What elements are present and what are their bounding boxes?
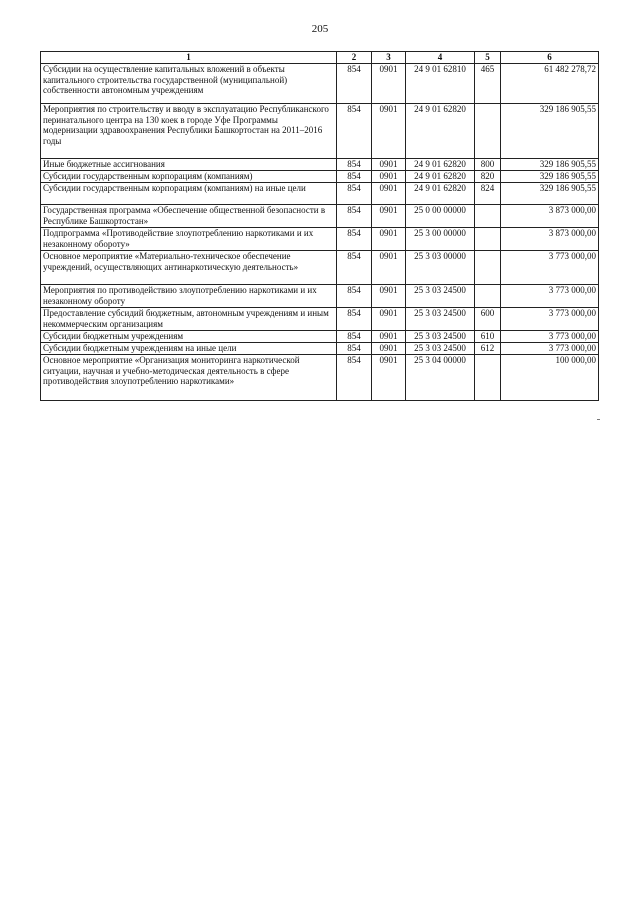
row-col2: 854 [337,228,372,251]
col-header-2: 2 [337,52,372,64]
row-name: Предоставление субсидий бюджетным, автономным учреждениям и иным некоммерческим организациям [41,308,337,331]
row-col2: 854 [337,171,372,183]
table-header-row [41,52,599,64]
row-col6: 3 773 000,00 [501,343,599,355]
table-row [41,343,599,355]
row-col3: 0901 [372,183,406,205]
row-col6: 3 773 000,00 [501,331,599,343]
row-col6: 3 873 000,00 [501,228,599,251]
row-col5: 610 [475,331,501,343]
row-col6: 3 773 000,00 [501,251,599,285]
col-header-4: 4 [406,52,475,64]
budget-table [40,51,599,401]
row-name: Государственная программа «Обеспечение общественной безопасности в Республике Башкортостан» [41,205,337,228]
table-row [41,159,599,171]
row-col2: 854 [337,205,372,228]
row-col3: 0901 [372,205,406,228]
col-header-1: 1 [41,52,337,64]
row-col5 [475,205,501,228]
row-col6: 329 186 905,55 [501,159,599,171]
row-name: Субсидии бюджетным учреждениям на иные цели [41,343,337,355]
row-col5 [475,104,501,159]
row-col5: 600 [475,308,501,331]
table-row [41,183,599,205]
row-col2: 854 [337,355,372,401]
row-col2: 854 [337,104,372,159]
row-col3: 0901 [372,308,406,331]
table-row [41,104,599,159]
row-col6: 329 186 905,55 [501,183,599,205]
row-col6: 3 873 000,00 [501,205,599,228]
table-row [41,285,599,308]
row-col4: 25 3 03 24500 [406,308,475,331]
col-header-3: 3 [372,52,406,64]
table-row [41,355,599,401]
row-col3: 0901 [372,285,406,308]
row-col3: 0901 [372,104,406,159]
row-col2: 854 [337,308,372,331]
row-name: Иные бюджетные ассигнования [41,159,337,171]
row-name: Мероприятия по противодействию злоупотреблению наркотиками и их незаконному обороту [41,285,337,308]
row-col6: 329 186 905,55 [501,104,599,159]
table-row [41,205,599,228]
table-row [41,331,599,343]
row-col4: 24 9 01 62820 [406,183,475,205]
row-name: Основное мероприятие «Организация мониторинга наркотической ситуации, научная и учебно-методическая деятельность в сфере противодействия злоупотреблению наркотиками» [41,355,337,401]
row-col2: 854 [337,64,372,104]
row-col2: 854 [337,159,372,171]
row-name: Субсидии на осуществление капитальных вложений в объекты капитального строительства государственной (муниципальной) собственности автономным учреждениям [41,64,337,104]
row-col3: 0901 [372,64,406,104]
row-col4: 25 3 03 24500 [406,331,475,343]
row-col4: 25 3 03 24500 [406,343,475,355]
row-col3: 0901 [372,171,406,183]
row-col4: 25 3 04 00000 [406,355,475,401]
row-col4: 24 9 01 62810 [406,64,475,104]
row-col3: 0901 [372,355,406,401]
row-col4: 25 3 03 24500 [406,285,475,308]
table-row [41,251,599,285]
row-col4: 24 9 01 62820 [406,104,475,159]
row-col5: 824 [475,183,501,205]
row-col2: 854 [337,285,372,308]
scan-speck [597,419,600,420]
row-col2: 854 [337,183,372,205]
row-col2: 854 [337,331,372,343]
row-name: Основное мероприятие «Материально-техническое обеспечение учреждений, осуществляющих антинаркотическую деятельность» [41,251,337,285]
row-col6: 100 000,00 [501,355,599,401]
page-number: 205 [311,23,329,35]
row-col5 [475,251,501,285]
col-header-5: 5 [475,52,501,64]
row-col3: 0901 [372,228,406,251]
row-col4: 25 3 03 00000 [406,251,475,285]
row-col6: 329 186 905,55 [501,171,599,183]
row-col6: 3 773 000,00 [501,308,599,331]
row-col5: 612 [475,343,501,355]
row-col5 [475,228,501,251]
row-col5 [475,285,501,308]
row-name: Мероприятия по строительству и вводу в эксплуатацию Республиканского перинатального центра на 130 коек в городе Уфе Программы модернизации здравоохранения Республики Башкортостан на 2011–2016 годы [41,104,337,159]
row-col4: 24 9 01 62820 [406,159,475,171]
row-col5 [475,355,501,401]
row-col5: 800 [475,159,501,171]
table-row [41,171,599,183]
table-row [41,308,599,331]
row-col3: 0901 [372,331,406,343]
row-col3: 0901 [372,343,406,355]
row-name: Подпрограмма «Противодействие злоупотреблению наркотиками и их незаконному обороту» [41,228,337,251]
row-col5: 820 [475,171,501,183]
col-header-6: 6 [501,52,599,64]
row-col4: 25 3 00 00000 [406,228,475,251]
row-col2: 854 [337,343,372,355]
row-col5: 465 [475,64,501,104]
row-col4: 25 0 00 00000 [406,205,475,228]
row-col6: 3 773 000,00 [501,285,599,308]
row-name: Субсидии государственным корпорациям (компаниям) на иные цели [41,183,337,205]
table-row [41,64,599,104]
row-col3: 0901 [372,159,406,171]
row-col3: 0901 [372,251,406,285]
row-col4: 24 9 01 62820 [406,171,475,183]
row-name: Субсидии бюджетным учреждениям [41,331,337,343]
row-col2: 854 [337,251,372,285]
row-col6: 61 482 278,72 [501,64,599,104]
table-row [41,228,599,251]
row-name: Субсидии государственным корпорациям (компаниям) [41,171,337,183]
